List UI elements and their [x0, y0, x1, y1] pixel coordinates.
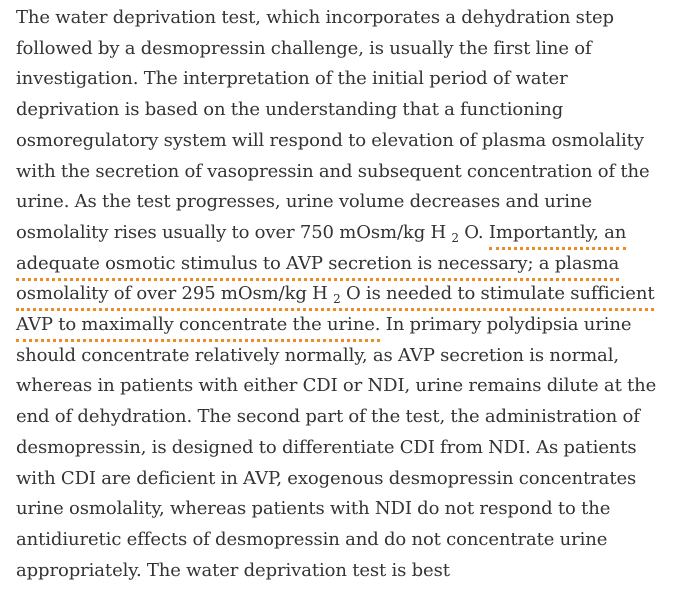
subscript: 2: [333, 292, 341, 307]
text-segment: The water deprivation test, which incorporates a dehydration step followed by a desmopressin challenge, is usually the first line of investigation. The interpretation of the initial period of water deprivation is based on the understanding that a functioning osmoregulatory system will respond to elevation of plasma osmolality with the secretion of vasopressin and subsequent concentration of the urine. As the test progresses, urine volume decreases and urine osmolality rises usually to over 750 mOsm/kg H: [16, 7, 650, 243]
article-body: [16, 0, 668, 586]
paragraph: [16, 0, 668, 586]
highlight-text: O is needed to stimulate sufficient AVP to maximally concentrate the urine.: [16, 283, 655, 336]
text-segment: O.: [464, 221, 484, 243]
text-segment: In primary polydipsia urine should concentrate relatively normally, as AVP secretion is normal, whereas in patients with either CDI or NDI, urine remains dilute at the end of dehydration. The second part of the test, the administration of desmopressin, is designed to differentiate CDI from NDI. As patients with CDI are deficient in AVP, exogenous desmopressin concentrates urine osmolality, whereas patients with NDI do not respond to the antidiuretic effects of desmopressin and do not concentrate urine appropriately. The water deprivation test is best: [16, 314, 657, 581]
highlight-text: Importantly, an adequate osmotic stimulus to AVP secretion is necessary; a plasma osmolality of over 295 mOsm/kg H: [16, 221, 627, 305]
subscript: 2: [451, 230, 459, 245]
